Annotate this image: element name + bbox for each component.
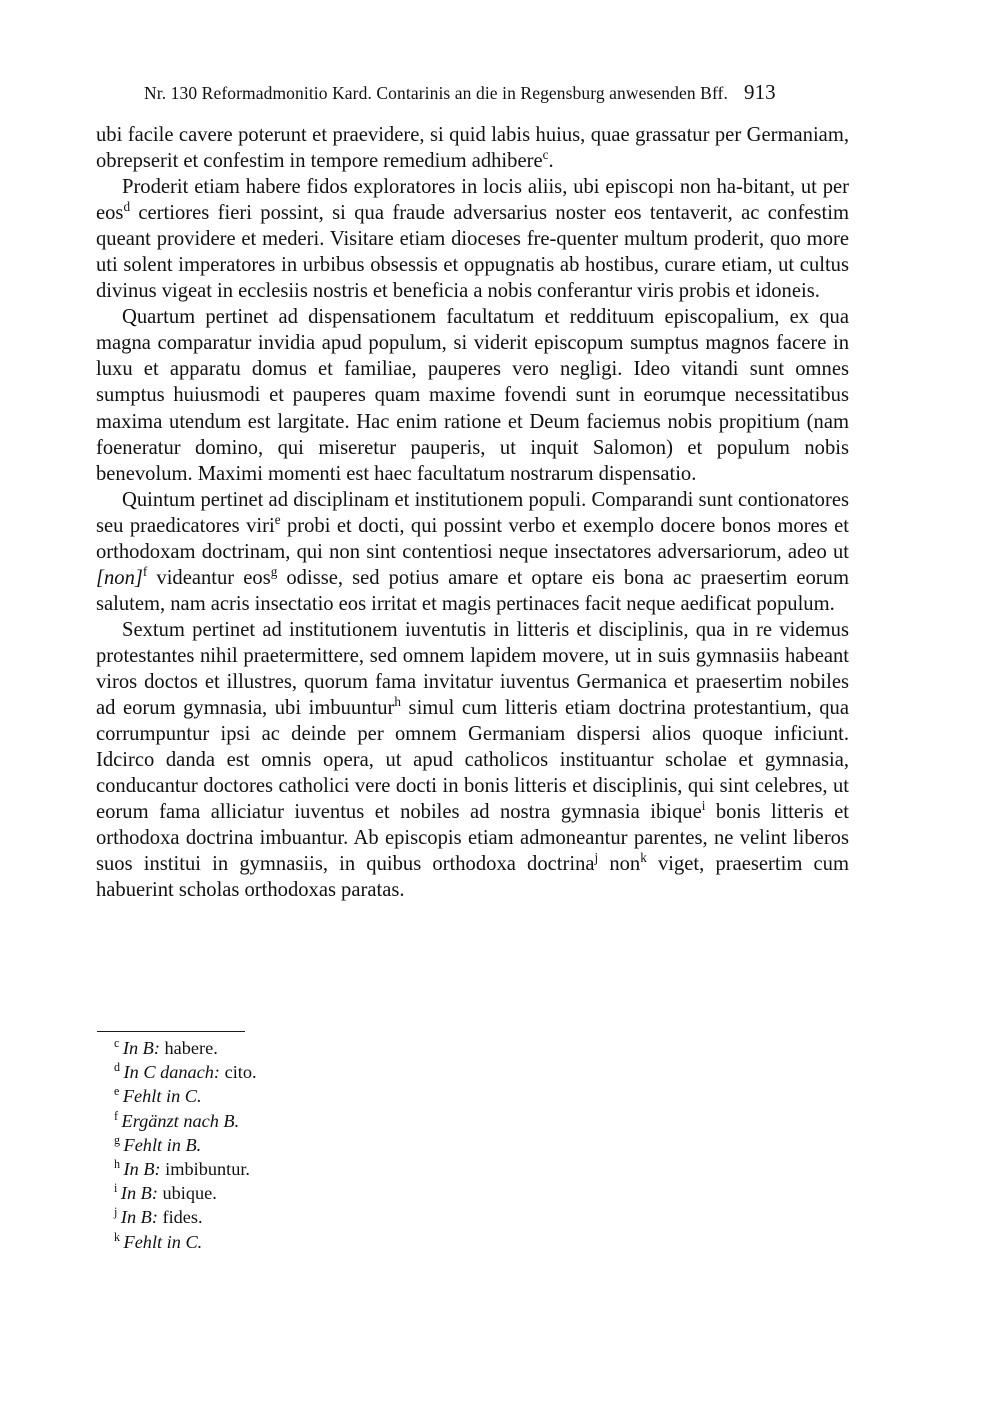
footnote-label: In B: <box>120 1183 158 1204</box>
footnote-label: Ergänzt nach B. <box>121 1110 240 1131</box>
footnote-sigil-g: g <box>114 1132 121 1147</box>
footnote-sigil-k: k <box>114 1229 121 1244</box>
footnote-sigil-j: j <box>114 1205 118 1220</box>
footnote-sigil-f: f <box>114 1108 119 1123</box>
footnote-label: In B: <box>123 1159 161 1180</box>
footnote-sigil-c: c <box>114 1035 120 1050</box>
footnote-label: Fehlt in C. <box>123 1231 203 1252</box>
footnote-reading: fides. <box>162 1207 203 1228</box>
footnote-sigil-i: i <box>114 1181 118 1196</box>
footnote-reading: cito. <box>224 1062 257 1083</box>
running-header <box>144 80 848 105</box>
footnote-sigil-d: d <box>114 1060 121 1075</box>
footnote-label: Fehlt in B. <box>123 1134 202 1155</box>
footnote-marker-h[interactable]: h <box>394 694 402 710</box>
footnote-separator-rule <box>97 1031 245 1032</box>
footnote-f <box>96 1109 849 1133</box>
footnote-sigil-e: e <box>114 1084 120 1099</box>
footnote-marker-i[interactable]: i <box>701 798 706 814</box>
para-quartum: Quartum pertinet ad dispensationem facultatum et reddituum episcopalium, ex qua magna comparatur invidia apud populum, si viderit episcopum sumptus magnos facere in luxu et apparatu domus et familiae, pauperes vero negligi. Ideo vitandi sunt omnes sumptus huiusmodi et pauperes quam maxime fovendi sunt in eorumque necessitatibus maxima utendum est largitate. Hac enim ratione et Deum faciemus nobis propitium (nam foeneratur domino, qui miseretur pauperis, ut inquit Salomon) et populum nobis benevolum. Maximi momenti est haec facultatum nostrarum dispensatio. <box>96 306 849 485</box>
footnote-sigil-h: h <box>114 1156 121 1171</box>
footnote-j <box>96 1205 849 1229</box>
body-text <box>96 122 849 903</box>
para-proderit: Proderit etiam habere fidos exploratores in locis aliis, ubi episcopi non ha-bitant, ut per eos$^d$ certiores fieri possint, si qua fraude adversarius noster eos tentaverit, ac confestim queant providere et mederi. Visitare etiam dioceses fre-quenter multum proderit, quo more uti solent imperatores in urbibus obsessis et oppugnatis ab hostibus, curare etiam, ut cultus divinus vigeat in ecclesiis nostris et beneficia a nobis conferantur viris probis et idoneis. <box>96 176 849 303</box>
page-number: 913 <box>743 80 776 104</box>
para-continued: ubi facile cavere poterunt et praevidere, si quid labis huius, quae grassatur per Germaniam, obrepserit et confestim in tempore remedium adhibere$^c$. <box>96 124 849 173</box>
footnote-h <box>96 1157 849 1181</box>
footnote-reading: imbibuntur. <box>165 1159 250 1180</box>
footnote-marker-c[interactable]: c <box>542 147 549 163</box>
footnote-label: In C danach: <box>123 1062 220 1083</box>
footnote-g <box>96 1133 849 1157</box>
footnote-reading: ubique. <box>162 1183 217 1204</box>
footnote-label: In B: <box>120 1207 158 1228</box>
footnote-marker-f[interactable]: f <box>142 563 148 579</box>
footnote-e <box>96 1084 849 1108</box>
para-quintum: Quintum pertinet ad disciplinam et institutionem populi. Comparandi sunt contionatores seu praedicatores viri$^e$ probi et docti, qui possint verbo et exemplo docere bonos mores et orthodoxam doctrinam, qui non sint contentiosi neque insectatores adversariorum, adeo ut [non]$^f$ videantur eos$^g$ odisse, sed potius amare et optare eis bona ac praesertim eorum salutem, nam acris insectatio eos irritat et magis pertinaces facit neque aedificat populum. <box>96 488 849 615</box>
footnote-apparatus <box>96 1036 849 1254</box>
footnote-c <box>96 1036 849 1060</box>
footnote-marker-k[interactable]: k <box>640 850 647 866</box>
footnote-i <box>96 1181 849 1205</box>
running-header-title: Nr. 130 Reformadmonitio Kard. Contarinis an die in Regensburg anwesenden Bff. <box>144 83 728 103</box>
footnote-marker-e[interactable]: e <box>274 511 281 527</box>
footnote-label: Fehlt in C. <box>122 1086 202 1107</box>
footnote-k <box>96 1230 849 1254</box>
editorial-insertion: [non] <box>96 566 143 589</box>
footnote-marker-j[interactable]: j <box>594 850 599 866</box>
footnote-label: In B: <box>122 1038 160 1058</box>
footnote-reading: habere. <box>164 1038 218 1058</box>
footnote-marker-d[interactable]: d <box>123 199 131 215</box>
para-sextum: Sextum pertinet ad institutionem iuventutis in litteris et disciplinis, qua in re videmus protestantes nihil praetermittere, sed omnem lapidem movere, ut in suis gymnasiis habeant viros doctos et illustres, quorum fama invitatur iuventus Germanica et praesertim nobiles ad eorum gymnasia, ubi imbuuntur$^h$ simul cum litteris etiam doctrina protestantium, qua corrumpuntur ipsi ac deinde per omnem Germaniam dispersi alios quoque inficiunt. Idcirco danda est omnis opera, ut apud catholicos instituantur scholae et gymnasia, conducantur doctores catholici vere docti in bonis litteris et disciplinis, qui sint celebres, ut eorum fama alliciatur iuventus et nobiles ad nostra gymnasia ibique$^i$ bonis litteris et orthodoxa doctrina imbuantur. Ab episcopis etiam admoneantur parentes, ne velint liberos suos institui in gymnasiis, in quibus orthodoxa doctrina$^j$ non$^k$ viget, praesertim cum habuerint scholas orthodoxas paratas. <box>96 618 849 902</box>
footnote-marker-g[interactable]: g <box>270 563 278 579</box>
footnote-d <box>96 1060 849 1084</box>
